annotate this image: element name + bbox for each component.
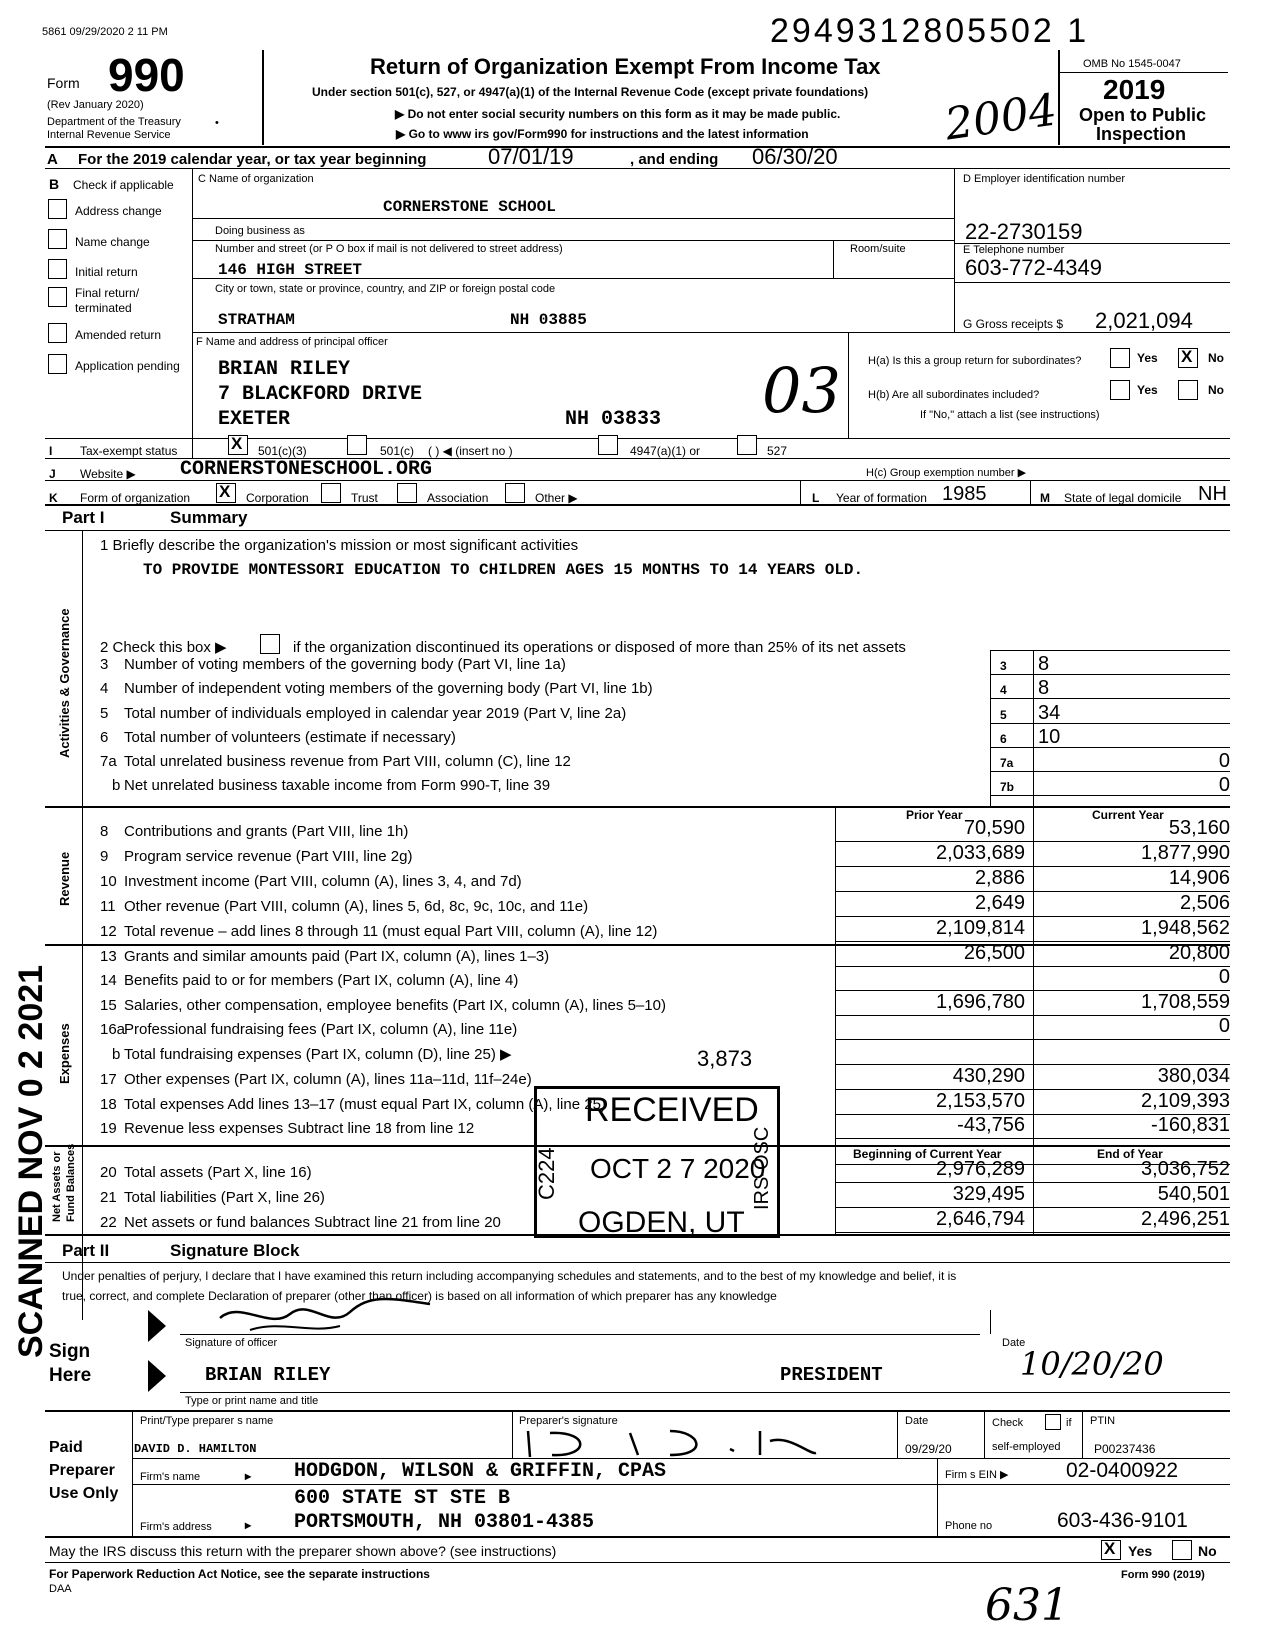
gross-receipts[interactable]: 2,021,094	[1095, 308, 1193, 333]
financial-prior-value[interactable]: 329,495	[952, 1183, 1025, 1205]
gov-line-box: 7a	[1000, 756, 1014, 770]
financial-current-value[interactable]: 1,708,559	[1141, 991, 1230, 1013]
financial-line-number: 18	[100, 1096, 117, 1113]
501c3-mark: X	[231, 434, 243, 453]
financial-line-number: 14	[100, 972, 117, 989]
form-reference: Form 990 (2019)	[1121, 1569, 1205, 1581]
gov-line-number: 5	[100, 705, 109, 722]
financial-line-text: Investment income (Part VIII, column (A), lines 3, 4, and 7d)	[124, 873, 522, 890]
financial-line-number: 20	[100, 1164, 117, 1181]
header-divider-right	[1058, 50, 1060, 145]
year-of-formation-label: Year of formation	[836, 491, 927, 505]
subordinates-no-checkbox[interactable]	[1178, 380, 1198, 400]
officer-street[interactable]: 7 BLACKFORD DRIVE	[218, 383, 423, 406]
form-word: Form	[47, 75, 80, 91]
firm-ein[interactable]: 02-0400922	[1066, 1459, 1179, 1482]
irs-discuss-question: May the IRS discuss this return with the preparer shown above? (see instructions)	[49, 1543, 557, 1559]
part-2-title: Signature Block	[170, 1241, 300, 1260]
signature-of-officer-label: Signature of officer	[185, 1337, 278, 1349]
line-a-ending: , and ending	[630, 151, 719, 168]
financial-prior-value[interactable]: 430,290	[952, 1065, 1025, 1087]
gov-line-box: 3	[1000, 659, 1007, 673]
section-b-title: Check if applicable	[73, 178, 174, 192]
financial-prior-value[interactable]: -43,756	[957, 1114, 1025, 1136]
state-of-domicile[interactable]: NH	[1198, 483, 1227, 505]
department-line-2: Internal Revenue Service	[47, 129, 171, 141]
financial-current-value[interactable]: 0	[1218, 1015, 1230, 1037]
financial-line-number: 17	[100, 1071, 117, 1088]
amended-return-label: Amended return	[75, 328, 162, 342]
financial-line-number: 11	[100, 898, 116, 915]
group-return-yes-checkbox[interactable]	[1110, 348, 1130, 368]
group-return-yes-label: Yes	[1137, 351, 1158, 365]
financial-current-value[interactable]: 0	[1218, 966, 1230, 988]
officer-sign-date[interactable]: 10/20/20	[1020, 1345, 1164, 1383]
gov-line-text: Net unrelated business taxable income from Form 990-T, line 39	[124, 777, 551, 794]
financial-current-value[interactable]: 53,160	[1168, 817, 1230, 839]
preparer-name-label: Print/Type preparer s name	[140, 1415, 274, 1427]
line-a-text: For the 2019 calendar year, or tax year beginning	[78, 151, 427, 168]
firm-address-label: Firm's address	[140, 1521, 212, 1533]
room-suite-label: Room/suite	[850, 243, 906, 255]
form-subtitle: Under section 501(c), 527, or 4947(a)(1) of the Internal Revenue Code (except private foundations)	[312, 85, 869, 99]
legal-domicile-label: State of legal domicile	[1064, 491, 1182, 505]
initial-return-checkbox[interactable]	[48, 259, 67, 279]
line-2-rest: if the organization discontinued its operations or disposed of more than 25% of its net assets	[293, 639, 906, 656]
line-m-label: M	[1040, 491, 1050, 505]
gov-line-value[interactable]: 0	[1218, 774, 1230, 796]
instructions-link[interactable]: ▶ Go to www irs gov/Form990 for instructions and the latest information	[396, 127, 809, 141]
amended-return-checkbox[interactable]	[48, 323, 67, 343]
received-stamp-date: OCT 2 7 2020	[590, 1153, 766, 1184]
financial-line-text: Total revenue – add lines 8 through 11 (must equal Part VIII, column (A), line 12)	[124, 923, 658, 940]
officer-printed-title[interactable]: PRESIDENT	[780, 1364, 883, 1386]
gov-line-text: Total number of individuals employed in calendar year 2019 (Part V, line 2a)	[124, 705, 627, 722]
handwritten-page-number: 631	[985, 1580, 1069, 1631]
scan-timestamp: 5861 09/29/2020 2 11 PM	[42, 26, 168, 38]
street-label: Number and street (or P O box if mail is not delivered to street address)	[215, 243, 563, 255]
here-label: Here	[49, 1365, 92, 1386]
tax-year: 2019	[1103, 74, 1166, 105]
part-1-label: Part I	[62, 508, 105, 527]
received-stamp-left-code: C224	[534, 1147, 559, 1200]
gov-line-number: b	[112, 777, 121, 794]
city-label: City or town, state or province, country, and ZIP or foreign postal code	[215, 283, 556, 295]
group-exemption-label: H(c) Group exemption number ▶	[866, 467, 1027, 479]
handwritten-officer-mark: 03	[762, 354, 841, 427]
discuss-yes-mark: X	[1104, 1539, 1116, 1558]
corporation-mark: X	[219, 482, 231, 501]
firm-name-arrow: ▸	[245, 1469, 252, 1483]
firm-name-label: Firm's name	[140, 1471, 201, 1483]
city[interactable]: STRATHAM	[218, 311, 295, 329]
financial-current-value[interactable]: 1,948,562	[1141, 917, 1230, 939]
line-l-label: L	[812, 491, 820, 505]
gov-line-value[interactable]: 34	[1038, 702, 1061, 724]
financial-prior-value[interactable]: 2,886	[974, 867, 1025, 889]
financial-current-value[interactable]: -160,831	[1151, 1114, 1230, 1136]
tax-year-begin[interactable]: 07/01/19	[488, 144, 574, 169]
part-1-title: Summary	[170, 508, 248, 527]
gov-line-number: 4	[100, 680, 109, 697]
address-change-label: Address change	[75, 204, 162, 218]
gov-line-number: 3	[100, 656, 109, 673]
officer-printed-name[interactable]: BRIAN RILEY	[205, 1364, 331, 1386]
activities-governance-side-label: Activities & Governance	[57, 608, 72, 758]
financial-line-text: Net assets or fund balances Subtract line 21 from line 20	[124, 1214, 501, 1231]
terminated-label: terminated	[75, 301, 132, 315]
preparer-label: Preparer	[49, 1462, 115, 1479]
inspection: Inspection	[1096, 124, 1187, 144]
document-locator-number: 2949312805502 1	[770, 12, 1090, 50]
sign-arrow-2	[148, 1360, 166, 1392]
subordinates-question: H(b) Are all subordinates included?	[868, 389, 1040, 401]
financial-current-value[interactable]: 380,034	[1157, 1065, 1230, 1087]
firm-name[interactable]: HODGDON, WILSON & GRIFFIN, CPAS	[294, 1460, 667, 1483]
application-pending-label: Application pending	[75, 359, 180, 373]
firm-address-line-2[interactable]: PORTSMOUTH, NH 03801-4385	[294, 1511, 595, 1534]
daa-label: DAA	[49, 1583, 72, 1595]
financial-line-number: 12	[100, 923, 117, 940]
end-of-year-header: End of Year	[1097, 1147, 1163, 1161]
department-line-1: Department of the Treasury	[47, 116, 181, 128]
tax-year-end[interactable]: 06/30/20	[752, 144, 838, 169]
sign-label: Sign	[49, 1341, 91, 1362]
gov-line-text: Total unrelated business revenue from Part VIII, column (C), line 12	[124, 753, 571, 770]
financial-line-text: Total fundraising expenses (Part IX, column (D), line 25) ▶	[124, 1046, 512, 1063]
org-name-label: C Name of organization	[198, 173, 314, 185]
corporation-label: Corporation	[246, 491, 309, 505]
received-stamp-right-code: IRS-OSC	[751, 1126, 773, 1210]
financial-line-number: 9	[100, 848, 109, 865]
preparer-name[interactable]: DAVID D. HAMILTON	[134, 1442, 257, 1456]
line-k-label: K	[49, 491, 58, 505]
use-only-label: Use Only	[49, 1485, 119, 1502]
initial-return-label: Initial return	[75, 265, 138, 279]
omb-number: OMB No 1545-0047	[1083, 58, 1181, 70]
firm-phone-label: Phone no	[945, 1520, 993, 1532]
financial-line-text: Revenue less expenses Subtract line 18 from line 12	[124, 1120, 475, 1137]
financial-line-number: 8	[100, 823, 109, 840]
net-assets-side-label-1: Net Assets or	[51, 1151, 63, 1222]
current-year-header: Current Year	[1092, 808, 1164, 822]
final-return-label: Final return/	[75, 286, 140, 300]
gov-line-text: Total number of volunteers (estimate if necessary)	[124, 729, 456, 746]
handwritten-code: 2004	[941, 84, 1060, 151]
financial-line-number: 10	[100, 873, 117, 890]
line-j-label: J	[49, 467, 56, 481]
gov-line-number: 6	[100, 729, 109, 746]
sign-arrow-1	[148, 1310, 166, 1342]
financial-current-value[interactable]: 14,906	[1168, 867, 1230, 889]
preparer-ptin[interactable]: P00237436	[1094, 1442, 1156, 1456]
financial-line-text: Total liabilities (Part X, line 26)	[124, 1189, 325, 1206]
header-divider-left	[262, 50, 264, 145]
organization-name[interactable]: CORNERSTONE SCHOOL	[383, 198, 556, 216]
dot-mark: •	[215, 117, 219, 129]
form-of-organization-label: Form of organization	[80, 491, 191, 505]
financial-line-number: 19	[100, 1120, 117, 1137]
section-b-label: B	[49, 176, 60, 192]
scanned-stamp: SCANNED NOV 0 2 2021	[12, 964, 50, 1358]
preparer-signature-label: Preparer's signature	[519, 1415, 618, 1427]
website-url[interactable]: CORNERSTONESCHOOL.ORG	[180, 458, 433, 481]
financial-current-value[interactable]: 1,877,990	[1141, 842, 1230, 864]
form-number: 990	[108, 49, 185, 101]
discuss-yes-label: Yes	[1128, 1543, 1153, 1559]
financial-prior-value[interactable]: 2,109,814	[936, 917, 1025, 939]
name-change-checkbox[interactable]	[48, 229, 67, 249]
preparer-date-label: Date	[905, 1415, 929, 1427]
financial-line-text: Grants and similar amounts paid (Part IX, column (A), lines 1–3)	[124, 948, 550, 965]
year-of-formation[interactable]: 1985	[942, 483, 987, 505]
gov-line-number: 7a	[100, 753, 117, 770]
application-pending-checkbox[interactable]	[48, 354, 67, 374]
527-checkbox[interactable]	[737, 435, 757, 455]
final-return-checkbox[interactable]	[48, 287, 67, 307]
financial-line-number: 13	[100, 948, 117, 965]
financial-line-text: Salaries, other compensation, employee benefits (Part IX, column (A), lines 5–10)	[124, 997, 666, 1014]
financial-line-number: 22	[100, 1214, 117, 1231]
line-2-text: 2 Check this box ▶	[100, 639, 227, 656]
revision-date: (Rev January 2020)	[47, 99, 144, 111]
subordinates-yes-label: Yes	[1137, 383, 1158, 397]
association-checkbox[interactable]	[397, 483, 417, 503]
financial-current-value[interactable]: 20,800	[1168, 942, 1230, 964]
employer-id-number[interactable]: 22-2730159	[965, 219, 1083, 244]
financial-line-text: Benefits paid to or for members (Part IX, column (A), line 4)	[124, 972, 519, 989]
paid-label: Paid	[49, 1439, 83, 1456]
financial-line-text: Other expenses (Part IX, column (A), lines 11a–11d, 11f–24e)	[124, 1071, 532, 1088]
gov-line-text: Number of independent voting members of the governing body (Part VI, line 1b)	[124, 680, 653, 697]
preparer-date[interactable]: 09/29/20	[905, 1442, 952, 1456]
sign-date-label: Date	[1002, 1337, 1026, 1349]
tax-exempt-status-label: Tax-exempt status	[80, 444, 178, 458]
group-return-no-mark: X	[1181, 347, 1193, 366]
received-stamp-city: OGDEN, UT	[578, 1206, 745, 1239]
firm-phone[interactable]: 603-436-9101	[1057, 1509, 1188, 1532]
telephone-label: E Telephone number	[963, 244, 1065, 256]
financial-current-value[interactable]: 2,496,251	[1141, 1208, 1230, 1230]
firm-address-arrow: ▸	[245, 1518, 252, 1532]
discuss-no-checkbox[interactable]	[1172, 1540, 1192, 1560]
financial-prior-value[interactable]: 2,649	[974, 892, 1025, 914]
financial-prior-value[interactable]: 2,646,794	[936, 1208, 1025, 1230]
financial-line-text: Other revenue (Part VIII, column (A), lines 5, 6d, 8c, 9c, 10c, and 11e)	[124, 898, 589, 915]
financial-line-number: 15	[100, 997, 117, 1014]
perjury-statement-2: true, correct, and complete Declaration of preparer (other than officer) is based on all information of which preparer has any knowledge	[62, 1289, 777, 1303]
gov-line-value[interactable]: 0	[1218, 750, 1230, 772]
financial-line-text: Professional fundraising fees (Part IX, column (A), line 11e)	[124, 1021, 518, 1038]
gov-line-value[interactable]: 8	[1038, 653, 1050, 675]
financial-line-text: Contributions and grants (Part VIII, line 1h)	[124, 823, 409, 840]
telephone-number[interactable]: 603-772-4349	[965, 255, 1103, 280]
financial-current-value[interactable]: 2,109,393	[1141, 1090, 1230, 1112]
fundraising-expenses-value[interactable]: 3,873	[697, 1046, 753, 1071]
financial-current-value[interactable]: 2,506	[1179, 892, 1230, 914]
dba-label: Doing business as	[215, 225, 305, 237]
line-i-label: I	[49, 444, 53, 458]
financial-prior-value[interactable]: 70,590	[963, 817, 1025, 839]
discuss-no-label: No	[1198, 1543, 1217, 1559]
trust-label: Trust	[351, 491, 378, 505]
subordinates-no-label: No	[1208, 383, 1224, 397]
officer-state-zip[interactable]: NH 03833	[565, 408, 662, 431]
financial-line-number: b	[112, 1046, 121, 1063]
financial-line-text: Program service revenue (Part VIII, line 2g)	[124, 848, 413, 865]
self-employed-label: self-employed	[992, 1441, 1061, 1453]
other-label: Other ▶	[535, 491, 578, 505]
type-or-print-label: Type or print name and title	[185, 1395, 319, 1407]
mission-statement[interactable]: TO PROVIDE MONTESSORI EDUCATION TO CHILDREN AGES 15 MONTHS TO 14 YEARS OLD.	[143, 561, 864, 579]
501c-label: 501(c)	[380, 444, 415, 458]
financial-current-value[interactable]: 540,501	[1157, 1183, 1230, 1205]
association-label: Association	[427, 491, 489, 505]
insert-number-label: ( ) ◀ (insert no )	[428, 444, 513, 458]
gov-line-text: Number of voting members of the governing body (Part VI, line 1a)	[124, 656, 566, 673]
501c3-label: 501(c)(3)	[258, 444, 307, 458]
paperwork-notice: For Paperwork Reduction Act Notice, see the separate instructions	[49, 1567, 430, 1581]
501c-checkbox[interactable]	[347, 435, 367, 455]
officer-city[interactable]: EXETER	[218, 408, 291, 431]
gov-line-box: 6	[1000, 732, 1007, 746]
if-label: if	[1066, 1417, 1072, 1429]
financial-prior-value[interactable]: 2,153,570	[936, 1090, 1025, 1112]
discontinued-operations-checkbox[interactable]	[260, 634, 280, 654]
gross-receipts-label: G Gross receipts $	[963, 317, 1064, 331]
other-checkbox[interactable]	[505, 483, 525, 503]
firm-ein-label: Firm s EIN ▶	[945, 1469, 1009, 1481]
527-label: 527	[767, 444, 788, 458]
financial-line-number: 16a	[100, 1021, 126, 1038]
gov-line-box: 7b	[1000, 780, 1015, 794]
gov-line-box: 4	[1000, 683, 1007, 697]
financial-line-text: Total assets (Part X, line 16)	[124, 1164, 312, 1181]
net-assets-side-label-2: Fund Balances	[65, 1143, 77, 1222]
self-employed-checkbox[interactable]	[1045, 1414, 1061, 1430]
financial-prior-value[interactable]: 26,500	[963, 942, 1025, 964]
ein-label: D Employer identification number	[963, 173, 1126, 185]
gov-line-value[interactable]: 10	[1038, 726, 1061, 748]
address-change-checkbox[interactable]	[48, 199, 67, 219]
part-2-label: Part II	[62, 1241, 110, 1260]
ssn-notice: ▶ Do not enter social security numbers on this form as it may be made public.	[395, 107, 841, 121]
gov-line-box: 5	[1000, 708, 1007, 722]
check-label: Check	[992, 1417, 1024, 1429]
revenue-side-label: Revenue	[57, 851, 72, 906]
principal-officer-label: F Name and address of principal officer	[196, 336, 388, 348]
open-to-public: Open to Public	[1079, 105, 1207, 125]
street-address[interactable]: 146 HIGH STREET	[218, 261, 363, 279]
4947-checkbox[interactable]	[598, 435, 618, 455]
beginning-of-year-header: Beginning of Current Year	[853, 1147, 1002, 1161]
financial-prior-value[interactable]: 2,976,289	[936, 1158, 1025, 1180]
received-stamp-title: RECEIVED	[585, 1091, 759, 1129]
line-a-label: A	[47, 151, 58, 168]
state-zip[interactable]: NH 03885	[510, 311, 587, 329]
4947-label: 4947(a)(1) or	[630, 444, 701, 458]
form-title: Return of Organization Exempt From Income Tax	[370, 54, 881, 79]
expenses-side-label: Expenses	[57, 1023, 72, 1084]
financial-prior-value[interactable]: 1,696,780	[936, 991, 1025, 1013]
financial-prior-value[interactable]: 2,033,689	[936, 842, 1025, 864]
perjury-statement-1: Under penalties of perjury, I declare that I have examined this return including accompanying schedules and statements, and to the best of my knowledge and belief, it is	[62, 1269, 957, 1283]
trust-checkbox[interactable]	[321, 483, 341, 503]
financial-current-value[interactable]: 3,036,752	[1141, 1158, 1230, 1180]
group-return-question: H(a) Is this a group return for subordinates?	[868, 355, 1082, 367]
group-return-no-label: No	[1208, 351, 1224, 365]
subordinates-yes-checkbox[interactable]	[1110, 380, 1130, 400]
preparer-signature	[520, 1425, 820, 1459]
line-1-text: 1 Briefly describe the organization's mission or most significant activities	[100, 537, 579, 554]
prior-year-header: Prior Year	[906, 808, 963, 822]
financial-line-text: Total expenses Add lines 13–17 (must equal Part IX, column (A), line 25)	[124, 1096, 606, 1113]
ptin-label: PTIN	[1090, 1415, 1116, 1427]
name-change-label: Name change	[75, 235, 150, 249]
financial-line-number: 21	[100, 1189, 117, 1206]
firm-address-line-1[interactable]: 600 STATE ST STE B	[294, 1487, 511, 1510]
subordinates-note: If "No," attach a list (see instructions)	[920, 409, 1100, 421]
website-label: Website ▶	[80, 467, 136, 481]
gov-line-value[interactable]: 8	[1038, 677, 1050, 699]
officer-name[interactable]: BRIAN RILEY	[218, 358, 351, 381]
